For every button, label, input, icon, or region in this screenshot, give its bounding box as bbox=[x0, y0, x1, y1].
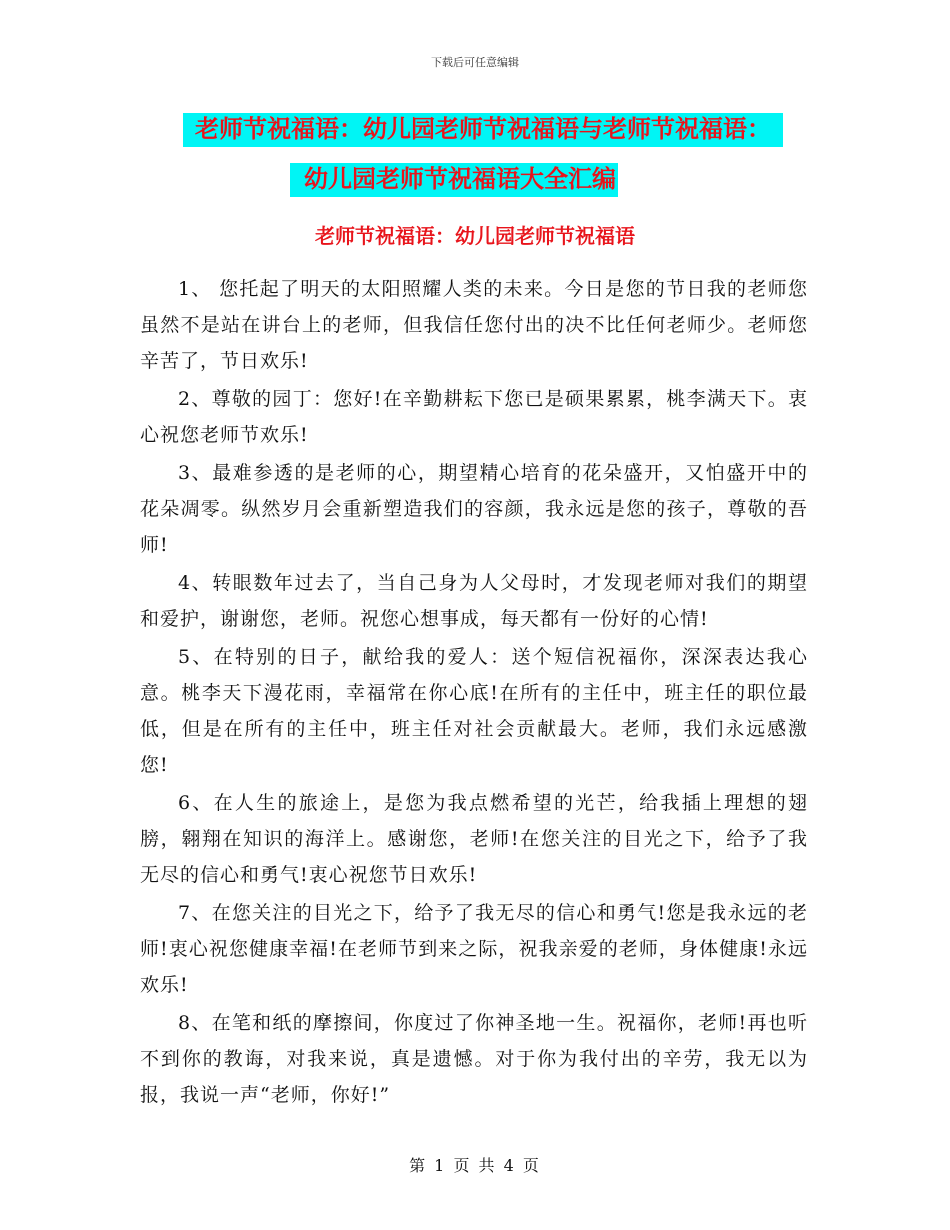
title-line-2-text: 幼儿园老师节祝福语大全汇编 bbox=[290, 163, 618, 197]
page-number: 第 1 页 共 4 页 bbox=[409, 1156, 541, 1175]
header-note: 下载后可任意编辑 bbox=[431, 56, 519, 69]
paragraph: 4、转眼数年过去了，当自己身为人父母时，才发现老师对我们的期望和爱护，谢谢您，老师。祝您心想事成，每天都有一份好的心情! bbox=[140, 572, 808, 630]
document-title bbox=[0, 106, 950, 202]
paragraph: 5、在特别的日子，献给我的爱人：送个短信祝福你，深深表达我心意。桃李天下漫花雨，幸福常在你心底!在所有的主任中，班主任的职位最低，但是在所有的主任中，班主任对社会贡献最大。老师，我们永远感激您! bbox=[140, 646, 808, 776]
title-line-1 bbox=[0, 106, 950, 152]
section-heading: 老师节祝福语：幼儿园老师节祝福语 bbox=[315, 224, 635, 248]
paragraph: 6、在人生的旅途上，是您为我点燃希望的光芒，给我插上理想的翅膀，翱翔在知识的海洋上。感谢您，老师!在您关注的目光之下，给予了我无尽的信心和勇气!衷心祝您节日欢乐! bbox=[140, 792, 808, 886]
document-body bbox=[140, 271, 808, 1115]
paragraph: 7、在您关注的目光之下，给予了我无尽的信心和勇气!您是我永远的老师!衷心祝您健康幸福!在老师节到来之际，祝我亲爱的老师，身体健康!永远欢乐! bbox=[140, 902, 808, 996]
paragraph: 1、 您托起了明天的太阳照耀人类的未来。今日是您的节日我的老师您虽然不是站在讲台上的老师，但我信任您付出的决不比任何老师少。老师您辛苦了，节日欢乐! bbox=[140, 278, 808, 372]
title-line-1-text: 老师节祝福语：幼儿园老师节祝福语与老师节祝福语： bbox=[183, 113, 783, 147]
paragraph: 3、最难参透的是老师的心，期望精心培育的花朵盛开，又怕盛开中的花朵凋零。纵然岁月会重新塑造我们的容颜，我永远是您的孩子，尊敬的吾师! bbox=[140, 462, 808, 556]
title-line-2 bbox=[0, 156, 950, 202]
paragraph: 2、尊敬的园丁：您好!在辛勤耕耘下您已是硕果累累，桃李满天下。衷心祝您老师节欢乐! bbox=[140, 388, 808, 446]
paragraph: 8、在笔和纸的摩擦间，你度过了你神圣地一生。祝福你，老师!再也听不到你的教诲，对我来说，真是遗憾。对于你为我付出的辛劳，我无以为报，我说一声“老师，你好!” bbox=[140, 1012, 808, 1106]
